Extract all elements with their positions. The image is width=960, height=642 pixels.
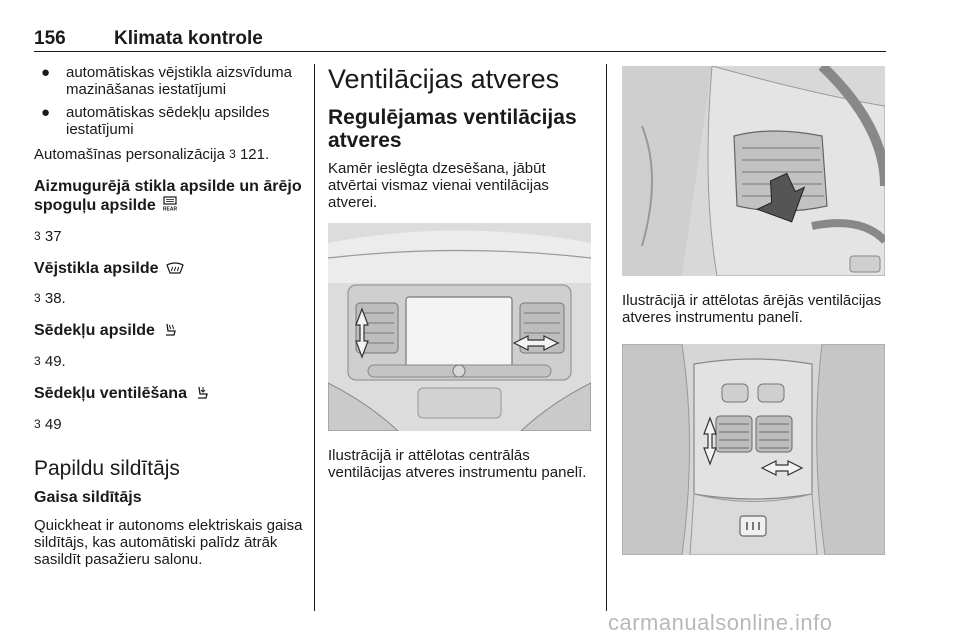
ref-arrow-icon: 3 (34, 291, 41, 305)
rear-window-heat-icon (163, 196, 177, 217)
center-vents-illustration (328, 223, 591, 431)
rear-symbol-text: REAR (163, 206, 178, 212)
section-title: Ventilācijas atveres (328, 64, 560, 94)
intro-text: Kamēr ieslēgta dzesēšana, jābūt atvērtai vismaz vienai ventilācijas atverei. (328, 160, 549, 211)
ref-arrow-icon: 3 (34, 354, 41, 368)
seat-heat-heading-text: Sēdekļu apsilde (34, 322, 155, 339)
seat-ventilation-icon (194, 384, 210, 405)
ref-arrow-icon: 3 (229, 147, 236, 161)
heater-heading: Papildu sildītājs (34, 457, 180, 480)
bullet-text: automātiskas sēdekļu apsildes iestatījumi (66, 104, 270, 138)
chapter-title: Klimata kontrole (114, 28, 263, 49)
seat-vent-heading-text: Sēdekļu ventilēšana (34, 385, 187, 402)
seat-heat-heading (34, 321, 304, 342)
rear-heading-text: Aizmugurējā stikla apsilde un ārējo spoguļu apsilde (34, 178, 302, 214)
ref-arrow-icon: 3 (34, 229, 41, 243)
personalisation-ref: 121. (239, 146, 270, 163)
seat-heat-icon (162, 321, 178, 342)
personalisation-line (34, 146, 304, 163)
section-subtitle: Regulējamas ventilācijas atveres (328, 106, 577, 152)
rear-vents-illustration (622, 344, 885, 555)
personalisation-text: Automašīnas personalizācija (34, 146, 225, 163)
air-heater-text: Quickheat ir autonoms elektriskais gaisa sildītājs, kas automātiski palīdz ātrāk sasildīt pasažieru salonu. (34, 517, 303, 568)
windscreen-ref (34, 290, 304, 307)
bullet-item (34, 64, 304, 98)
windscreen-ref-value: 38. (44, 290, 66, 307)
rear-ref (34, 228, 304, 245)
rear-ref-value: 37 (44, 228, 62, 245)
ref-arrow-icon: 3 (34, 417, 41, 431)
bullet-marker: ● (41, 104, 51, 121)
seat-vent-ref-value: 49 (44, 416, 62, 433)
windscreen-heading-text: Vējstikla apsilde (34, 260, 159, 277)
windscreen-heat-icon (166, 260, 184, 279)
seat-vent-ref (34, 416, 304, 433)
seat-heat-ref (34, 353, 304, 370)
seat-vent-heading (34, 384, 304, 405)
seat-heat-ref-value: 49. (44, 353, 66, 370)
column-divider-1 (314, 64, 315, 611)
column-right (622, 66, 885, 555)
windscreen-heading (34, 259, 304, 279)
column-divider-2 (606, 64, 607, 611)
bullet-text: automātiskas vējstikla aizsvīduma mazināšanas iestatījumi (66, 64, 292, 98)
center-vents-caption: Ilustrācijā ir attēlotas centrālās ventilācijas atveres instrumentu panelī. (328, 447, 587, 481)
bullet-item (34, 104, 304, 138)
side-vent-illustration (622, 66, 885, 276)
column-left (34, 64, 304, 568)
side-vent-caption: Ilustrācijā ir attēlotas ārējās ventilācijas atveres instrumentu panelī. (622, 292, 882, 326)
bullet-marker: ● (41, 64, 51, 81)
air-heater-heading: Gaisa sildītājs (34, 489, 142, 506)
rear-heading (34, 177, 304, 217)
watermark: carmanualsonline.info (608, 610, 833, 635)
page-number: 156 (34, 28, 66, 49)
column-middle (328, 64, 590, 481)
page-header (34, 26, 886, 52)
